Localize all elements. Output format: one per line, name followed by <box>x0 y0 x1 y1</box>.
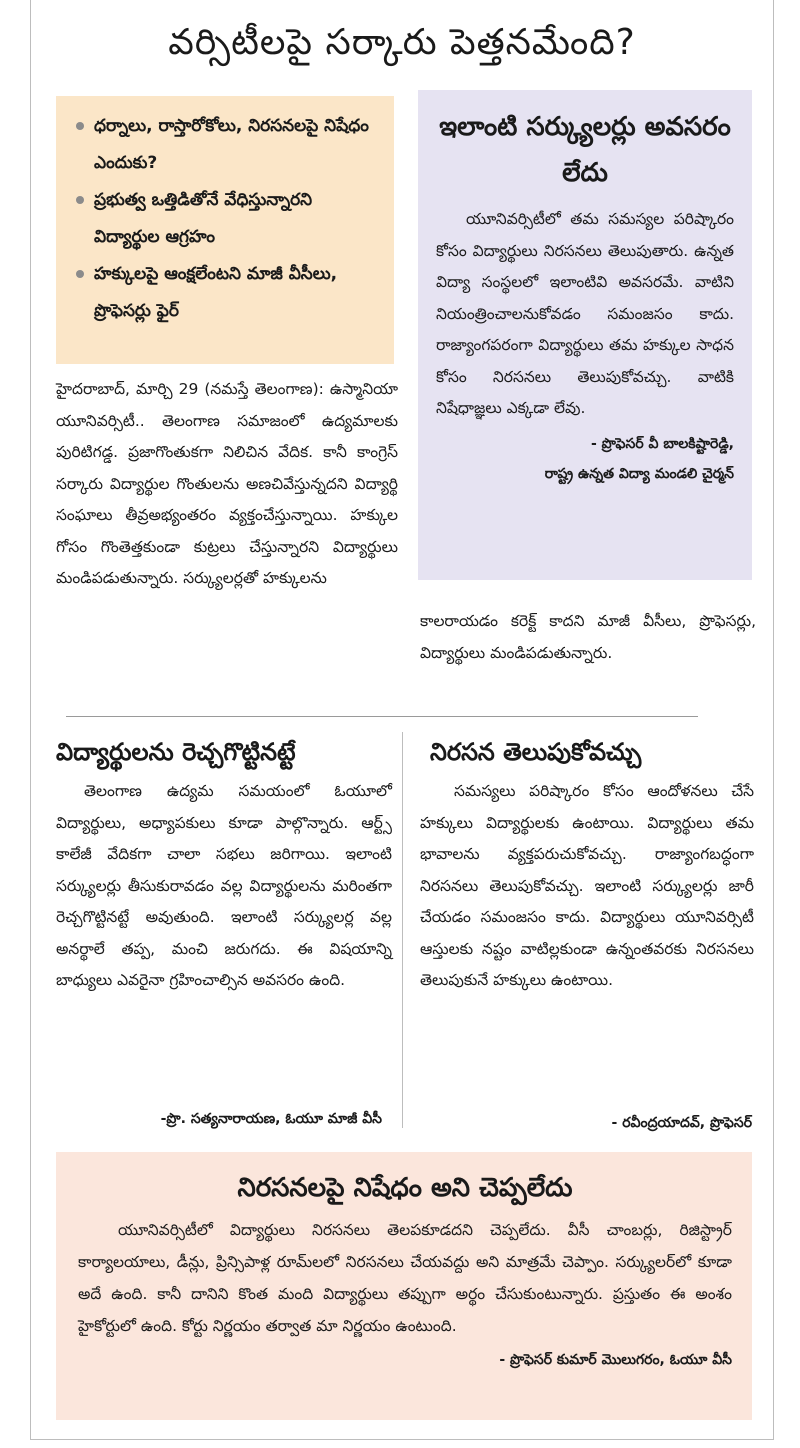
vc-statement-title: నిరసనలపై నిషేధం అని చెప్పలేదు <box>237 1173 573 1203</box>
right-column-signature: - రవీంద్రయాదవ్, ప్రొఫెసర్ <box>611 1115 752 1131</box>
interview-box <box>418 90 752 580</box>
lead-text: హైదరాబాద్, మార్చి 29 (నమస్తే తెలంగాణ): ఉస్మానియా యూనివర్సిటీ.. తెలంగాణ సమాజంలో ఉద్యమాలకు పురిటిగడ్డ. ప్రజాగొంతుకగా నిలిచిన వేదిక. కానీ కాంగ్రెస్ సర్కారు విద్యార్థుల గొంతులను అణచివేస్తున్నదని విద్యార్థి సంఘాలు తీవ్రఅభ్యంతరం వ్యక్తంచేస్తున్నాయి. హక్కుల గోసం గొంతెత్తకుండా కుట్రలు చేస్తున్నారని విద్యార్థులు మండిపడుతున్నారు. సర్క్యులర్లతో హక్కులను <box>56 380 398 587</box>
highlight-text: హక్కులపై ఆంక్షలేంటని మాజీ వీసీలు, ప్రొఫెసర్లు ఫైర్ <box>94 264 338 321</box>
bullet-icon <box>76 270 84 278</box>
headline: వర్సిటీలపై సర్కారు పెత్తనమేంది? <box>168 22 636 63</box>
interview-signature-name: - ప్రొఫెసర్ వీ బాలకిష్టారెడ్డి, <box>590 435 734 452</box>
interview-title: ఇలాంటి సర్క్యులర్లు అవసరం లేదు <box>439 112 731 188</box>
highlight-text: ధర్నాలు, రాస్తారోకోలు, నిరసనలపై నిషేధం ఎందుకు? <box>94 116 369 173</box>
interview-signature-role: రాష్ట్ర ఉన్నత విద్యా మండలి చైర్మన్ <box>544 465 734 482</box>
bullet-icon <box>76 196 84 204</box>
highlights-box <box>56 96 394 364</box>
highlight-item <box>76 182 380 256</box>
left-column-signature: -ప్రొ. సత్యనారాయణ, ఓయూ మాజీ వీసీ <box>160 1111 382 1127</box>
column-divider <box>402 732 403 1128</box>
bullet-icon <box>76 122 84 130</box>
vc-statement-signature: - ప్రొఫెసర్ కుమార్ మొలుగరం, ఓయూ వీసీ <box>499 1352 732 1368</box>
section-divider <box>66 716 698 717</box>
left-column-title: విద్యార్థులను రెచ్చగొట్టినట్టే <box>56 738 296 766</box>
vc-statement-body: యూనివర్సిటీలో విద్యార్థులు నిరసనలు తెలపకూడదని చెప్పలేదు. వీసీ చాంబర్లు, రిజిస్ట్రార్ కార్యాలయాలు, డీన్లు, ప్రిన్సిపాళ్ల రూమ్‌లలో నిరసనలు చేయవద్దు అని మాత్రమే చెప్పాం. సర్క్యులర్‌లో కూడా అదే ఉంది. కానీ దానిని కొంత మంది విద్యార్థులు తప్పుగా అర్థం చేసుకుంటున్నారు. ప్రస్తుతం ఈ అంశం హైకోర్టులో ఉంది. కోర్టు నిర్ణయం తర్వాత మా నిర్ణయం ఉంటుంది. <box>78 1221 732 1335</box>
right-column-body: సమస్యలు పరిష్కారం కోసం ఆందోళనలు చేసే హక్కులు విద్యార్థులకు ఉంటాయి. విద్యార్థులు తమ భావాలను వ్యక్తపరుచుకోవచ్చు. రాజ్యాంగబద్ధంగా నిరసనలు తెలుపుకోవచ్చు. ఇలాంటి సర్క్యులర్లు జారీ చేయడం సమంజసం కాదు. విద్యార్థులు యూనివర్సిటీ ఆస్తులకు నష్టం వాటిల్లకుండా ఉన్నంతవరకు నిరసనలు తెలుపుకునే హక్కులు ఉంటాయి. <box>420 782 754 989</box>
left-column-body: తెలంగాణ ఉద్యమ సమయంలో ఓయూలో విద్యార్థులు, అధ్యాపకులు కూడా పాల్గొన్నారు. ఆర్ట్స్ కాలేజీ వేదికగా చాలా సభలు జరిగాయి. ఇలాంటి సర్క్యులర్లు తీసుకురావడం వల్ల విద్యార్థులను మరింతగా రెచ్చగొట్టినట్టే అవుతుంది. ఇలాంటి సర్క్యులర్ల వల్ల అనర్థాలే తప్ప, మంచి జరుగదు. ఈ విషయాన్ని బాధ్యులు ఎవరైనా గ్రహించాల్సిన అవసరం ఉంది. <box>56 782 392 989</box>
right-column-title: నిరసన తెలుపుకోవచ్చు <box>430 738 642 766</box>
vc-statement-box <box>56 1152 752 1420</box>
interview-body: యూనివర్సిటీలో తమ సమస్యల పరిష్కారం కోసం విద్యార్థులు నిరసనలు తెలుపుతారు. ఉన్నత విద్యా సంస్థలలో ఇలాంటివి అవసరమే. వాటిని నియంత్రించాలనుకోవడం సమంజసం కాదు. రాజ్యాంగపరంగా విద్యార్థులు తమ హక్కుల సాధన కోసం నిరసనలు తెలుపుకోవచ్చు. వాటికి నిషేధాజ్ఞలు ఎక్కడా లేవు. <box>436 210 734 417</box>
lead-text-continued: కాలరాయడం కరెక్ట్ కాదని మాజీ వీసీలు, ప్రొఫెసర్లు, విద్యార్థులు మండిపడుతున్నారు. <box>420 612 756 662</box>
highlight-item <box>76 256 380 330</box>
highlight-text: ప్రభుత్వ ఒత్తిడితోనే వేధిస్తున్నారని విద్యార్థుల ఆగ్రహం <box>94 190 313 247</box>
highlight-item <box>76 108 380 182</box>
